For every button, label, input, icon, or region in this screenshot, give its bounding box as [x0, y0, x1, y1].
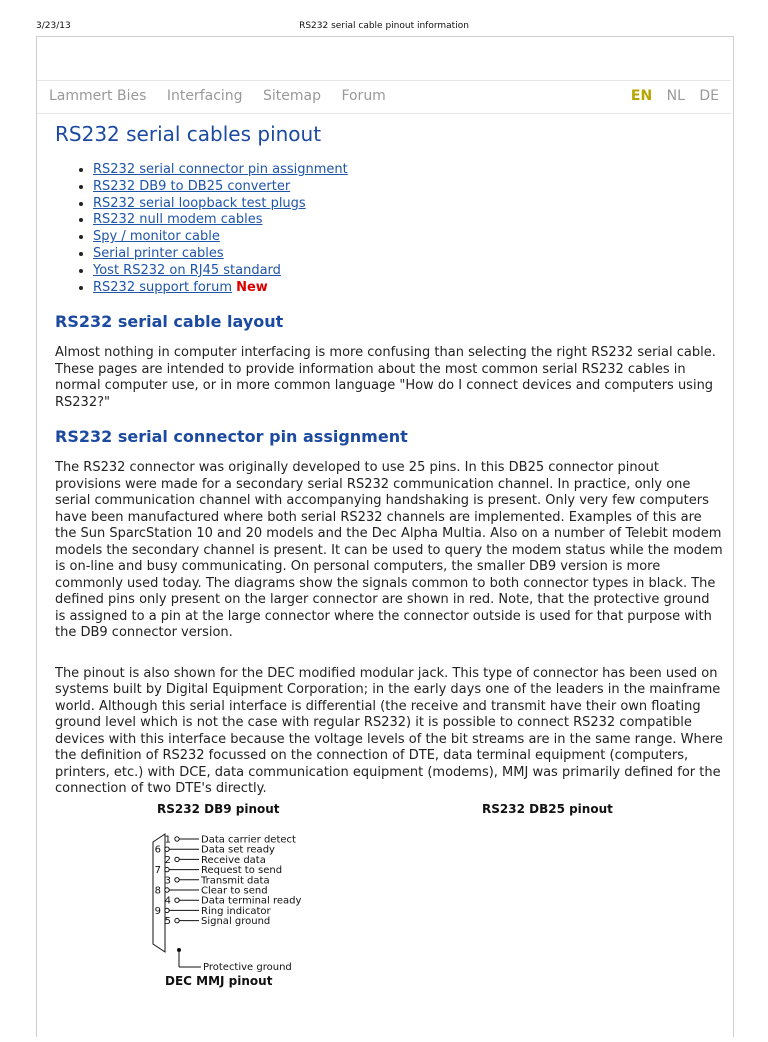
db9-pin-number: 9 — [154, 905, 161, 917]
toc-link-support-forum[interactable]: RS232 support forum — [93, 279, 233, 295]
db9-pinout-diagram — [143, 822, 383, 972]
section-heading-cable-layout: RS232 serial cable layout — [55, 312, 284, 332]
section-text-cable-layout: Almost nothing in computer interfacing is more confusing than selecting the right RS232 serial cable. These pages are intended to provide information about the most common serial RS232 cables in normal computer use, or in more common language "How do I connect devices and computers using RS232?" — [55, 345, 716, 410]
ground-node — [177, 948, 181, 952]
toc-link-pin-assignment[interactable]: RS232 serial connector pin assignment — [93, 162, 348, 177]
nav-item-sitemap[interactable]: Sitemap — [263, 88, 321, 104]
db9-pin-circle — [175, 837, 179, 841]
toc-link-loopback-plugs[interactable]: RS232 serial loopback test plugs — [93, 195, 306, 211]
toc-link-yost-rj45[interactable]: Yost RS232 on RJ45 standard — [93, 262, 281, 278]
db9-pin-circle — [175, 878, 179, 882]
db9-signal-label: Data carrier detect — [201, 834, 296, 846]
db9-pin-number: 7 — [154, 865, 161, 877]
db9-signal-label: Data set ready — [201, 844, 275, 856]
db9-signal-label: Data terminal ready — [201, 895, 302, 907]
nav-item-forum[interactable]: Forum — [341, 88, 386, 104]
toc-link-db9-db25-converter[interactable]: RS232 DB9 to DB25 converter — [93, 178, 291, 194]
db9-pin-circle — [165, 888, 169, 892]
section-heading-pin-assignment: RS232 serial connector pin assignment — [55, 427, 408, 447]
section-text-pin-assignment-1: The RS232 connector was originally developed to use 25 pins. In this DB25 connector pinout provisions were made for a secondary serial RS232 communication channel. In practice, only one serial communication channel with accompanying handshaking is present. Only very few computers have been manufactured where both serial RS232 channels are implemented. Examples of this are the Sun SparcStation 10 and 20 models and the Dec Alpha Multia. Also on a number of Telebit modem models the secondary channel is present. It can be used to query the modem status while the modem is on-line and busy communicating. On personal computers, the smaller DB9 version is more commonly used today. The diagrams show the signals common to both connector types in black. The defined pins only present on the larger connector are shown in red. Note, that the protective ground is assigned to a pin at the large connector where the connector outside is used for that purpose with the DB9 connector version. — [55, 460, 723, 641]
db25-caption: RS232 DB25 pinout — [482, 802, 613, 816]
db9-pin-number: 2 — [164, 854, 171, 866]
mmj-caption: DEC MMJ pinout — [165, 974, 273, 988]
db9-pin-circle — [165, 908, 169, 912]
pinout-diagrams — [55, 802, 723, 1042]
toc-link-spy-monitor[interactable]: Spy / monitor cable — [93, 229, 220, 245]
db9-pin-number: 8 — [154, 885, 161, 897]
top-navigation — [37, 80, 731, 114]
db9-signal-label: Ring indicator — [201, 905, 271, 917]
db9-signal-label: Clear to send — [201, 885, 268, 897]
new-badge: New — [236, 279, 268, 295]
toc-item — [93, 246, 723, 263]
toc-item — [93, 179, 723, 196]
toc-item — [93, 162, 723, 179]
db9-caption: RS232 DB9 pinout — [157, 802, 280, 816]
lang-de[interactable]: DE — [699, 88, 719, 104]
toc-item — [93, 280, 723, 297]
toc-link-printer-cables[interactable]: Serial printer cables — [93, 245, 224, 261]
db9-signal-label: Receive data — [201, 854, 266, 866]
db9-pin-circle — [175, 898, 179, 902]
db9-pin-row — [165, 916, 271, 927]
toc-item — [93, 263, 723, 280]
db9-pin-rows — [155, 835, 302, 951]
db9-pin-circle — [165, 867, 169, 871]
toc-link-null-modem[interactable]: RS232 null modem cables — [93, 212, 263, 228]
lang-nl[interactable]: NL — [666, 88, 685, 104]
main-content — [55, 118, 723, 988]
db9-pin-number: 1 — [164, 834, 171, 846]
db9-pin-number: 6 — [154, 844, 161, 856]
language-switcher — [621, 88, 719, 104]
nav-item-lammert-bies[interactable]: Lammert Bies — [49, 88, 147, 104]
db9-signal-label: Request to send — [201, 865, 283, 877]
page-title: RS232 serial cables pinout — [55, 122, 322, 146]
db9-pin-number: 5 — [164, 916, 171, 928]
db9-pin-number: 4 — [164, 895, 171, 907]
table-of-contents — [55, 162, 723, 296]
db9-pin-circle — [175, 857, 179, 861]
toc-item — [93, 229, 723, 246]
print-date: 3/23/13 — [36, 21, 71, 31]
toc-item — [93, 212, 723, 229]
db9-pin-circle — [165, 847, 169, 851]
section-text-pin-assignment-2: The pinout is also shown for the DEC modified modular jack. This type of connector has been used on systems built by Digital Equipment Corporation; in the early days one of the leaders in the mainframe world. Although this serial interface is differential (the receive and transmit have their own floating ground level which is not the case with regular RS232) it is possible to connect RS232 compatible devices with this interface because the voltage levels of the bit streams are in the same range. Where the definition of RS232 focussed on the connection of DTE, data terminal equipment (computers, printers, etc.) with DCE, data communication equipment (modems), MMJ was primarily defined for the connection of two DTE's directly. — [55, 665, 723, 797]
db9-signal-label: Signal ground — [201, 916, 271, 928]
protective-ground-label: Protective ground — [203, 962, 292, 972]
toc-item — [93, 196, 723, 213]
nav-links — [49, 88, 402, 104]
db9-pin-number: 3 — [164, 875, 171, 887]
lang-en[interactable]: EN — [630, 88, 653, 104]
db9-pin-circle — [175, 918, 179, 922]
db9-signal-label: Transmit data — [201, 875, 270, 887]
nav-item-interfacing[interactable]: Interfacing — [166, 88, 243, 104]
print-title: RS232 serial cable pinout information — [299, 21, 469, 31]
